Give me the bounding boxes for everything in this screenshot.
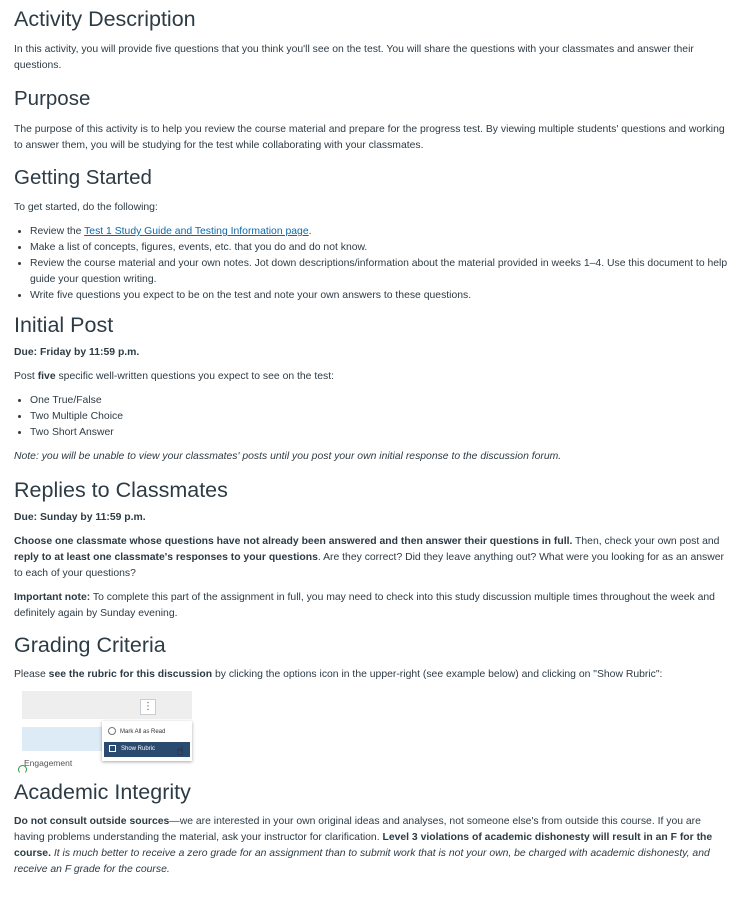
menu-item-mark-all-read: [102, 725, 192, 739]
grading-text: [14, 667, 729, 683]
text: Please: [14, 669, 49, 680]
list-item: • Write five questions you expect to be on the test and note your own answers to these questions.: [30, 288, 729, 304]
list-item: • Make a list of concepts, figures, events, etc. that you do and do not know.: [30, 240, 729, 256]
text: Then, check your own post and: [572, 536, 720, 547]
loading-circle-icon: [18, 765, 27, 774]
text: by clicking the options icon in the upper-right (see example below) and clicking on "Show Rubric":: [212, 669, 663, 680]
integrity-text: [14, 814, 729, 878]
activity-heading: Activity Description: [14, 7, 196, 31]
italic-note: Note: you will be unable to view your classmates' posts until you post your own initial response to the discussion forum.: [14, 451, 562, 462]
radio-icon: [108, 727, 116, 735]
bold-text: see the rubric for this discussion: [48, 669, 213, 680]
hand-cursor-icon: ☝: [176, 743, 184, 758]
rubric-example-image: [18, 691, 198, 771]
replies-due: [14, 510, 729, 526]
purpose-text: The purpose of this activity is to help you review the course material and prepare for the progress test. By viewing multiple students' questions and working to answer them, you will be studying for the test while collaborating with your classmates.: [14, 124, 725, 151]
study-guide-link[interactable]: Test 1 Study Guide and Testing Information page: [84, 226, 309, 237]
due-date: Due: Friday by 11:59 p.m.: [14, 347, 140, 358]
activity-text: In this activity, you will provide five questions that you think you'll see on the test. You will share the questions with your classmates and answer their questions.: [14, 44, 694, 71]
getting-started-heading: Getting Started: [14, 166, 152, 189]
initial-post-due: [14, 345, 729, 361]
replies-instructions: [14, 534, 729, 582]
engagement-label: Engagement: [24, 758, 73, 768]
menu-item-label: Show Rubric: [121, 746, 156, 752]
question-types-list: [14, 393, 729, 441]
text: specific well-written questions you expect to see on the test:: [55, 371, 334, 382]
bold-text: Do not consult outside sources: [14, 816, 170, 827]
list-item: • Two Short Answer: [30, 425, 729, 441]
initial-post-heading: Initial Post: [14, 313, 114, 337]
replies-heading: Replies to Classmates: [14, 478, 228, 502]
bold-text: Important note:: [14, 592, 91, 603]
integrity-heading: Academic Integrity: [14, 780, 191, 804]
italic-text: It is much better to receive a zero grade for an assignment than to submit work that is not your own, be charged with academic dishonesty, and receive an F grade for the course.: [14, 848, 710, 875]
list-item-text: Review the: [30, 226, 85, 237]
getting-started-intro: To get started, do the following:: [14, 202, 158, 213]
bold-text: Choose one classmate whose questions have not already been answered and then answer their questions in full.: [14, 536, 573, 547]
due-date: Due: Sunday by 11:59 p.m.: [14, 512, 146, 523]
bold-text: reply to at least one classmate's responses to your questions: [14, 552, 318, 563]
bold-text: five: [37, 371, 56, 382]
important-note: [14, 590, 729, 622]
initial-post-instructions: [14, 369, 729, 385]
text: . Are they correct? Did they leave anything out? What were you looking for as an answer to each of your questions?: [14, 552, 724, 579]
list-item: • One True/False: [30, 393, 729, 409]
getting-started-list: [14, 224, 729, 304]
text: Post: [14, 371, 38, 382]
initial-post-note: [14, 449, 729, 465]
example-header-bar: [22, 691, 192, 719]
purpose-heading: Purpose: [14, 87, 91, 110]
list-item: • Two Multiple Choice: [30, 409, 729, 425]
list-item-text: .: [308, 226, 312, 237]
list-item: • Review the course material and your own notes. Jot down descriptions/information about the material provided in weeks 1–4. Use this document to help guide your question writing.: [30, 256, 729, 288]
bold-text: Level 3 violations of academic dishonesty will result in an F for the course.: [14, 832, 713, 859]
rubric-icon: [109, 745, 116, 752]
text: —we are interested in your own original ideas and analyses, not someone else's from outside this course. If you are having problems understanding the material, ask your instructor for clarification.: [14, 816, 701, 843]
options-kebab-icon: ⋮: [140, 699, 156, 715]
list-item: [30, 224, 729, 240]
menu-item-label: Mark All as Read: [120, 729, 166, 735]
grading-heading: Grading Criteria: [14, 633, 166, 657]
text: To complete this part of the assignment in full, you may need to check into this study discussion multiple times throughout the week and definitely again by Sunday evening.: [14, 592, 715, 619]
